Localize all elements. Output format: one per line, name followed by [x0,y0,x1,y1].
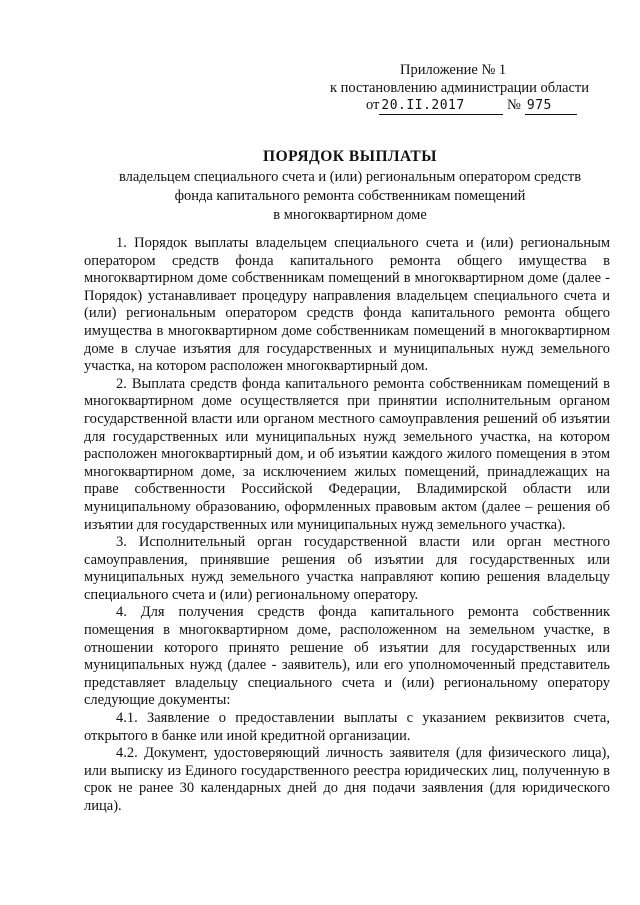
subtitle-line: в многоквартирном доме [273,207,427,223]
document-title: ПОРЯДОК ВЫПЛАТЫ [263,148,437,165]
paragraph-4-1: 4.1. Заявление о предоставлении выплаты с указанием реквизитов счета, открытого в банке или иной кредитной организации. [84,710,610,744]
number-prefix: № [507,97,521,113]
decree-number: 975 [525,97,577,115]
subtitle-line: фонда капитального ремонта собственникам помещений [174,188,526,204]
paragraph-2: 2. Выплата средств фонда капитального ремонта собственникам помещений в многоквартирном доме осуществляется при принятии исполнительным органом государственной власти или органом местного самоуправления решений об изъятии для государственных или муниципальных нужд земельного участка, на котором расположен многоквартирный дом, и об изъятии каждого жилого помещения в этом многоквартирном доме, за исключением жилых помещений, принадлежащих на праве собственности Российской Федерации, Владимирской области или муниципальному образованию, оформленных правовым актом (далее – решения об изъятии для государственных или муниципальных нужд земельного участка). [84,375,610,533]
appendix-date-line [366,97,577,115]
decree-date: 20.II.2017 [379,97,503,115]
heading-block [100,147,600,225]
paragraph-1: 1. Порядок выплаты владельцем специального счета и (или) региональным оператором средств фонда капитального ремонта общего имущества в многоквартирном доме собственникам помещений в многоквартирном доме (далее - Порядок) устанавливает процедуру направления владельцем специального счета и (или) региональным оператором средств фонда капитального ремонта общего имущества в многоквартирном доме собственникам помещений в многоквартирном доме в случае изъятия для государственных и муниципальных нужд земельного участка, на котором расположен многоквартирный дом. [84,235,610,375]
document-body [84,235,610,816]
date-prefix: от [366,97,380,113]
paragraph-4-2: 4.2. Документ, удостоверяющий личность заявителя (для физического лица), или выписку из Единого государственного реестра юридических лиц, полученную в срок не ранее 30 календарных дней до дня подачи заявления (для юридического лица). [84,745,610,814]
appendix-decree-ref: к постановлению администрации области [330,80,590,96]
paragraph-3: 3. Исполнительный орган государственной власти или орган местного самоуправления, принявшие решения об изъятии для государственных или муниципальных нужд земельного участка направляют копию решения владельцу специального счета и (или) региональному оператору. [84,534,610,603]
subtitle-line: владельцем специального счета и (или) региональным оператором средств [118,169,582,185]
paragraph-4: 4. Для получения средств фонда капитального ремонта собственник помещения в многоквартирном доме, расположенном на земельном участке, в отношении которого принято решение об изъятии для государственных или муниципальных нужд (далее - заявитель), или его уполномоченный представитель представляет владельцу специального счета и (или) региональному оператору следующие документы: [84,604,610,709]
appendix-title: Приложение № 1 [400,62,507,78]
